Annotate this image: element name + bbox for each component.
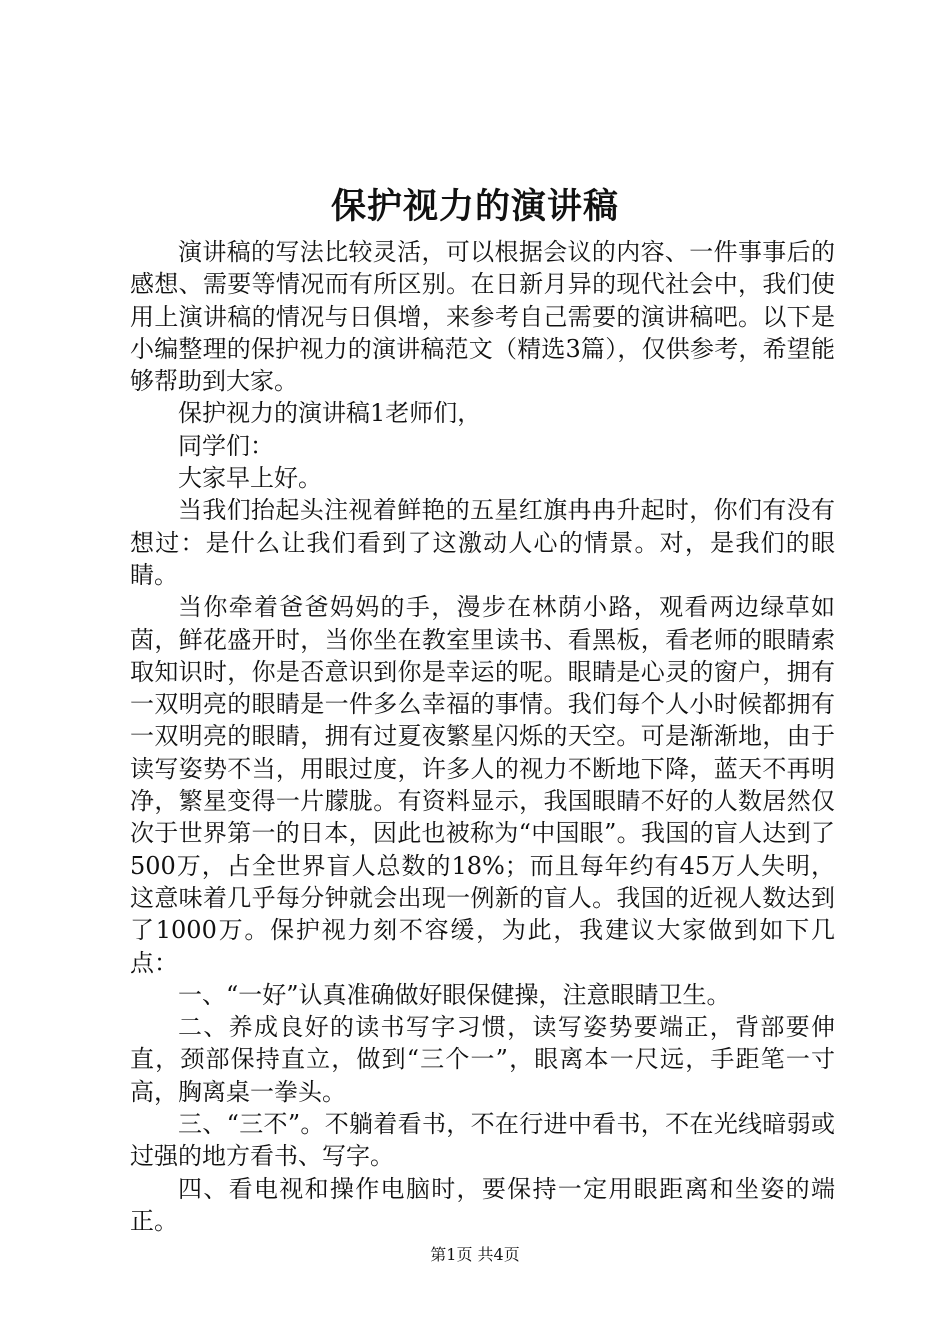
paragraph-intro: 演讲稿的写法比较灵活，可以根据会议的内容、一件事事后的感想、需要等情况而有所区别。在日新月异的现代社会中，我们使用上演讲稿的情况与日俱增，来参考自己需要的演讲稿吧。以下是小编整理的保护视力的演讲稿范文（精选3篇），仅供参考，希望能够帮助到大家。: [130, 238, 835, 396]
paragraph-point-two: 二、养成良好的读书写字习惯，读写姿势要端正，背部要伸直，颈部保持直立，做到“三个一”，眼离本一尺远，手距笔一寸高，胸离桌一拳头。: [130, 1013, 835, 1106]
document-title: 保护视力的演讲稿: [330, 186, 619, 227]
paragraph-speech-heading: 保护视力的演讲稿1老师们，: [178, 399, 482, 428]
paragraph-greeting: 大家早上好。: [178, 464, 322, 493]
paragraph-eyes: 当你牵着爸爸妈妈的手，漫步在林荫小路，观看两边绿草如茵，鲜花盛开时，当你坐在教室里读书、看黑板，看老师的眼睛索取知识时，你是否意识到你是幸运的呢。眼睛是心灵的窗户，拥有一双明亮的眼睛是一件多么幸福的事情。我们每个人小时候都拥有一双明亮的眼睛，拥有过夏夜繁星闪烁的天空。可是渐渐地，由于读写姿势不当，用眼过度，许多人的视力不断地下降，蓝天不再明净，繁星变得一片朦胧。有资料显示，我国眼睛不好的人数居然仅次于世界第一的日本，因此也被称为“中国眼”。我国的盲人达到了500万，占全世界盲人总数的18%；而且每年约有45万人失明，这意味着几乎每分钟就会出现一例新的盲人。我国的近视人数达到了1000万。保护视力刻不容缓，为此，我建议大家做到如下几点：: [130, 593, 835, 977]
paragraph-flag: 当我们抬起头注视着鲜艳的五星红旗冉冉升起时，你们有没有想过：是什么让我们看到了这激动人心的情景。对，是我们的眼睛。: [130, 496, 835, 589]
paragraph-point-one: 一、“一好”认真准确做好眼保健操，注意眼睛卫生。: [178, 980, 731, 1009]
page-number: 第1页 共4页: [430, 1245, 520, 1264]
paragraph-point-four: 四、看电视和操作电脑时，要保持一定用眼距离和坐姿的端正。: [130, 1174, 835, 1235]
paragraph-salutation: 同学们：: [178, 431, 274, 460]
document-body: [130, 236, 835, 1237]
paragraph-point-three: 三、“三不”。不躺着看书，不在行进中看书，不在光线暗弱或过强的地方看书、写字。: [130, 1110, 835, 1171]
